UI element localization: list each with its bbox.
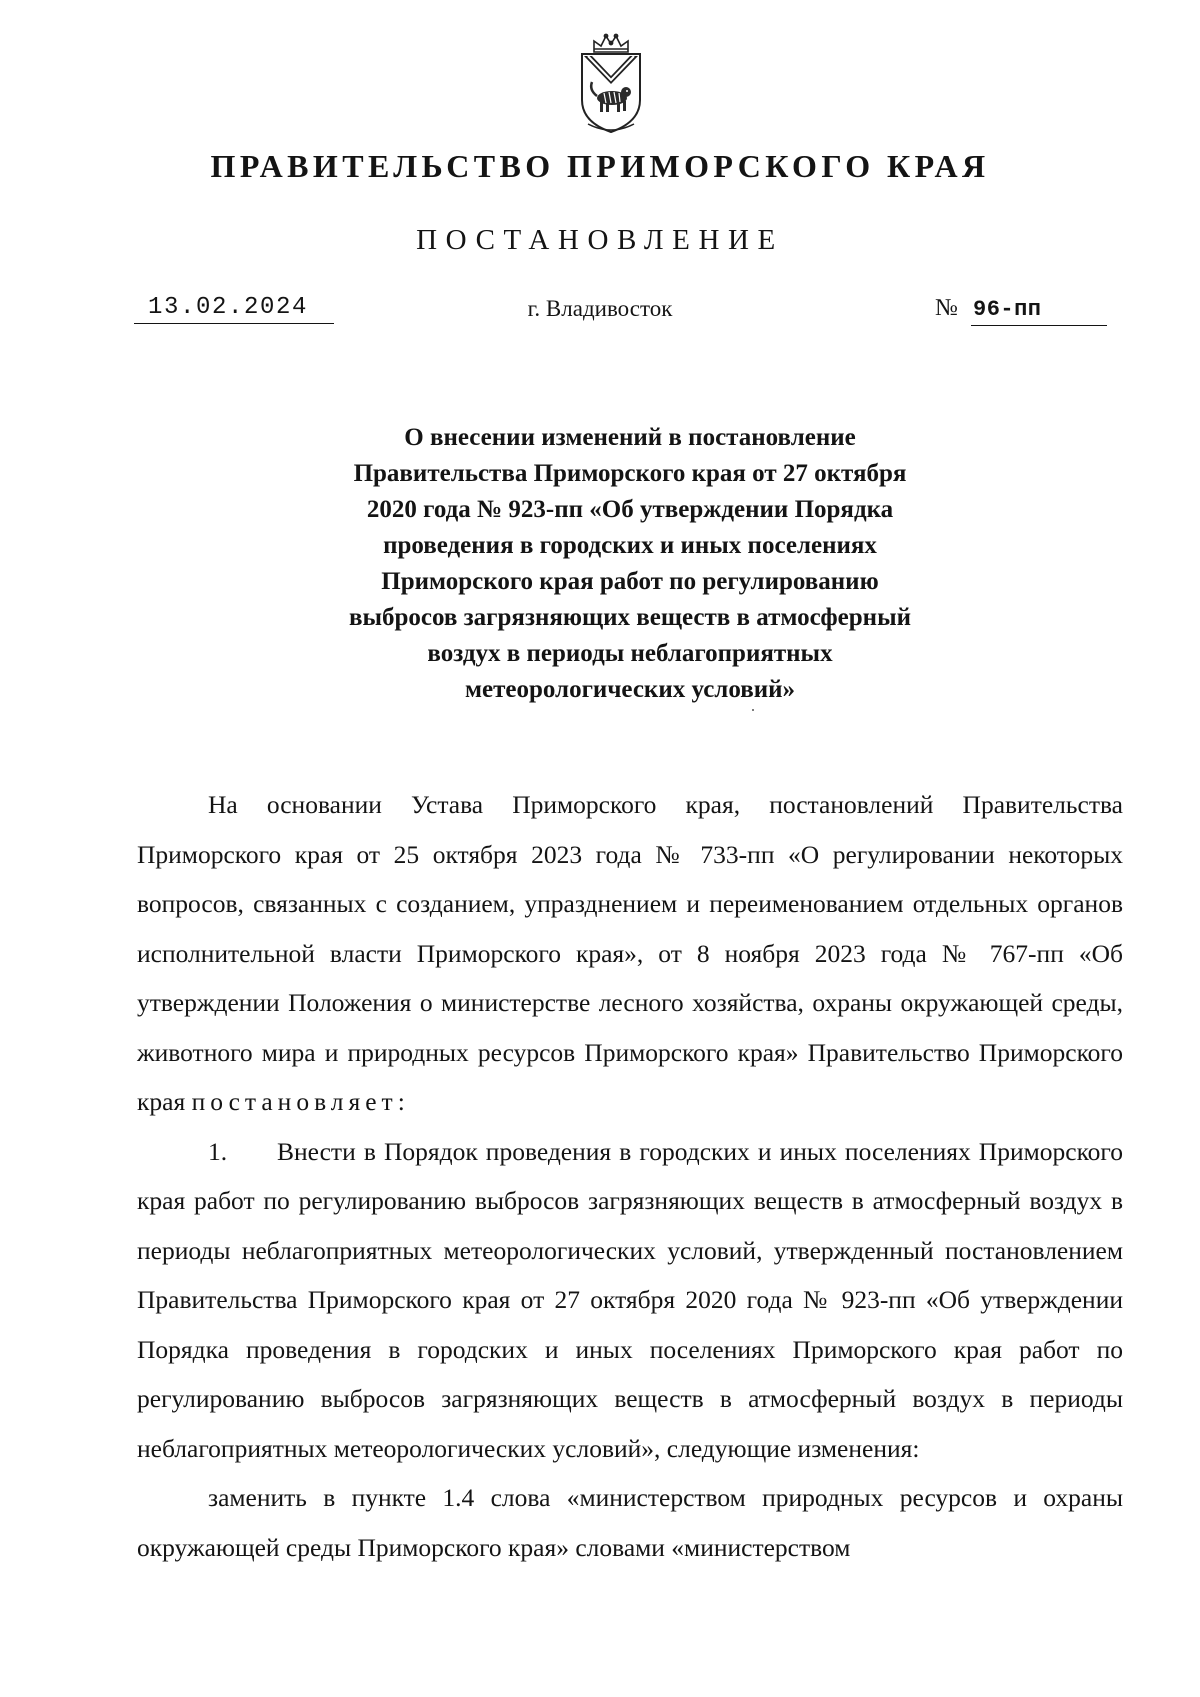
- heading-line: выбросов загрязняющих веществ в атмосферный: [348, 604, 912, 631]
- preamble-paragraph: [137, 780, 1123, 1127]
- item-1-number: 1.: [208, 1136, 228, 1166]
- organization-title: ПРАВИТЕЛЬСТВО ПРИМОРСКОГО КРАЯ: [210, 148, 990, 184]
- resolves-word: постановляет:: [191, 1087, 410, 1116]
- change-1-text: заменить в пункте 1.4 слова «министерством природных ресурсов и охраны окружающей среды Приморского края» словами «министерством: [137, 1483, 1123, 1562]
- heading-line: проведения в городских и иных поселениях: [383, 532, 877, 559]
- number-value: 96-пп: [971, 295, 1107, 326]
- document-body: [137, 780, 1123, 1572]
- document-date: 13.02.2024: [134, 293, 334, 324]
- item-1-paragraph: [137, 1127, 1123, 1474]
- document-heading: [300, 420, 960, 708]
- item-1-text: Внести в Порядок проведения в городских и иных поселениях Приморского края работ по регулированию выбросов загрязняющих веществ в атмосферный воздух в периоды неблагоприятных метеорологических условий, утвержденный постановлением Правительства Приморского края от 27 октября 2020 года № 923-пп «Об утверждении Порядка проведения в городских и иных поселениях Приморского края работ по регулированию выбросов загрязняющих веществ в атмосферный воздух в периоды неблагоприятных метеорологических условий», следующие изменения:: [137, 1136, 1123, 1463]
- primorsky-krai-coat-of-arms-icon: [574, 32, 648, 136]
- heading-line: метеорологических условий»: [464, 676, 796, 703]
- preamble-text: На основании Устава Приморского края, постановлений Правительства Приморского края от 25 октября 2023 года № 733-пп «О регулировании некоторых вопросов, связанных с созданием, упразднением и переименованием отдельных органов исполнительной власти Приморского края», от 8 ноября 2023 года № 767-пп «Об утверждении Положения о министерстве лесного хозяйства, охраны окружающей среды, животного мира и природных ресурсов Приморского края» Правительство Приморского края: [137, 790, 1123, 1116]
- document-type: ПОСТАНОВЛЕНИЕ: [416, 224, 784, 256]
- scan-speck: [752, 709, 754, 711]
- document-number: [935, 293, 1115, 326]
- number-sign: №: [935, 295, 958, 321]
- heading-line: 2020 года № 923-пп «Об утверждении Порядка: [366, 496, 894, 523]
- heading-line: воздух в периоды неблагоприятных: [427, 640, 833, 667]
- document-place: г. Владивосток: [527, 296, 673, 321]
- heading-line: О внесении изменений в постановление: [404, 424, 856, 451]
- heading-line: Правительства Приморского края от 27 октября: [353, 460, 907, 487]
- heading-line: Приморского края работ по регулированию: [381, 568, 879, 595]
- change-1-paragraph: [137, 1473, 1123, 1572]
